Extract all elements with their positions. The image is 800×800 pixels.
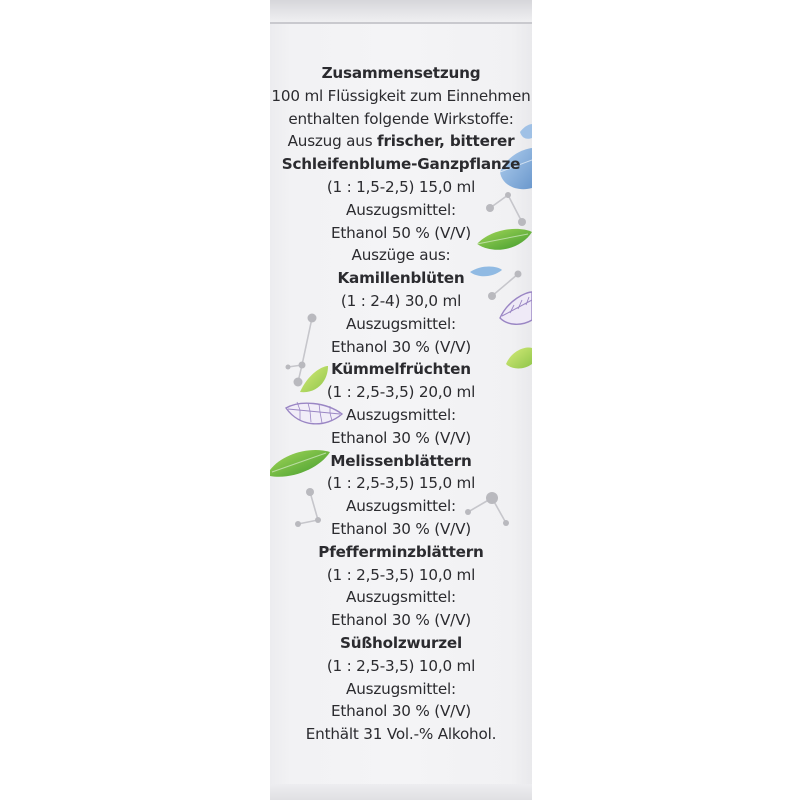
extract-ratio: (1 : 2,5-3,5) 10,0 ml <box>326 656 476 675</box>
extracts-intro: Auszüge aus: <box>351 246 451 265</box>
composition-heading: Zusammensetzung <box>321 64 481 82</box>
plant-name: Kümmelfrüchten <box>331 360 471 379</box>
solvent-label: Auszugsmittel: <box>346 497 456 516</box>
alcohol-content: Enthält 31 Vol.-% Alkohol. <box>305 725 497 744</box>
extract-ratio: (1 : 1,5-2,5) 15,0 ml <box>326 177 476 196</box>
plant-name: Schleifenblume-Ganzpflanze <box>281 155 521 174</box>
first-extract-emphasis: frischer, bitterer <box>377 132 515 151</box>
extract-ratio: (1 : 2,5-3,5) 20,0 ml <box>326 383 476 402</box>
intro-line: enthalten folgende Wirkstoffe: <box>288 109 514 128</box>
plant-name: Kamillenblüten <box>337 269 465 288</box>
plant-name: Süßholzwurzel <box>339 633 463 652</box>
solvent-label: Auszugsmittel: <box>346 405 456 424</box>
solvent-value: Ethanol 30 % (V/V) <box>330 702 471 721</box>
solvent-label: Auszugsmittel: <box>346 679 456 698</box>
plant-name: Pfefferminzblättern <box>318 542 484 561</box>
box-bottom-edge <box>270 784 532 800</box>
plant-name: Melissenblättern <box>330 451 472 470</box>
solvent-label: Auszugsmittel: <box>346 588 456 607</box>
solvent-value: Ethanol 30 % (V/V) <box>330 428 471 447</box>
solvent-value: Ethanol 50 % (V/V) <box>330 223 471 242</box>
box-side-panel <box>270 0 532 800</box>
ingredients-text <box>270 62 532 746</box>
extract-ratio: (1 : 2,5-3,5) 15,0 ml <box>326 474 476 493</box>
solvent-label: Auszugsmittel: <box>346 314 456 333</box>
intro-line: 100 ml Flüssigkeit zum Einnehmen <box>271 86 531 105</box>
solvent-label: Auszugsmittel: <box>346 200 456 219</box>
extract-ratio: (1 : 2,5-3,5) 10,0 ml <box>326 565 476 584</box>
solvent-value: Ethanol 30 % (V/V) <box>330 611 471 630</box>
first-extract-line <box>270 130 532 153</box>
solvent-value: Ethanol 30 % (V/V) <box>330 519 471 538</box>
extract-ratio: (1 : 2-4) 30,0 ml <box>340 291 462 310</box>
solvent-value: Ethanol 30 % (V/V) <box>330 337 471 356</box>
first-extract-prefix: Auszug aus <box>287 132 378 151</box>
